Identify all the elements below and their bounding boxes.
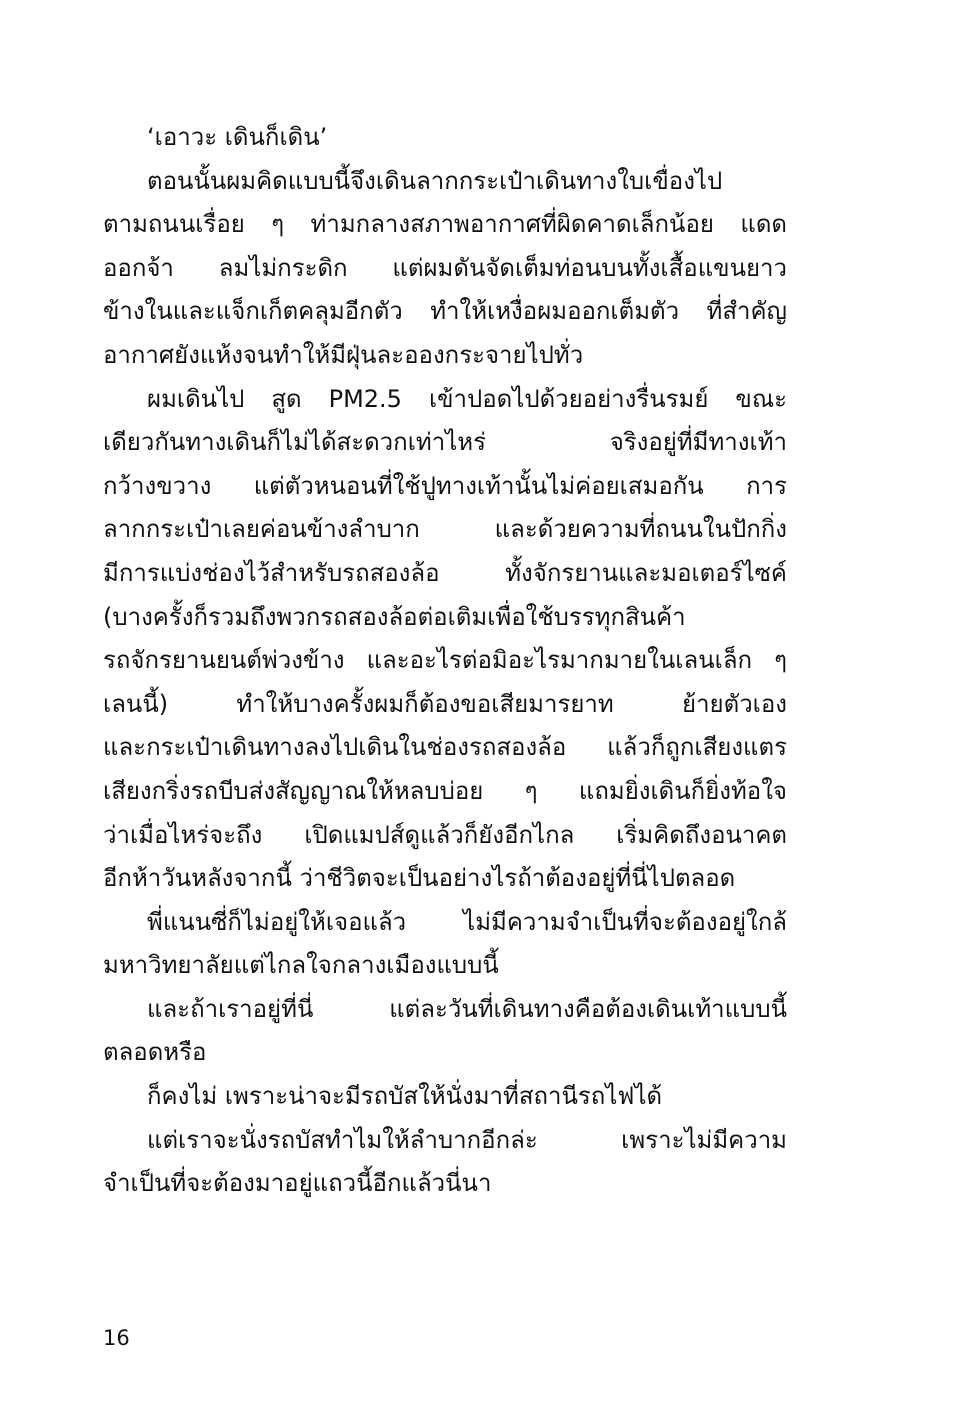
- text-line: เลนนี้) ทำให้บางครั้งผมก็ต้องขอเสียมารยาท ย้ายตัวเอง: [103, 689, 787, 718]
- text-line: อีกห้าวันหลังจากนี้ ว่าชีวิตจะเป็นอย่างไรถ้าต้องอยู่ที่นี่ไปตลอด: [103, 864, 736, 893]
- text-line: เสียงกริ่งรถบีบส่งสัญญาณให้หลบบ่อย ๆ แถมยิ่งเดินก็ยิ่งท้อใจ: [103, 776, 787, 805]
- text-line: (บางครั้งก็รวมถึงพวกรถสองล้อต่อเติมเพื่อใช้บรรทุกสินค้า: [103, 602, 686, 631]
- text-line: ผมเดินไป สูด PM2.5 เข้าปอดไปด้วยอย่างรื่นรมย์ ขณะ: [147, 384, 787, 413]
- text-line: ตามถนนเรื่อย ๆ ท่ามกลางสภาพอากาศที่ผิดคาดเล็กน้อย แดด: [103, 210, 787, 239]
- text-line: ลากกระเป๋าเลยค่อนข้างลำบาก และด้วยความที่ถนนในปักกิ่ง: [103, 515, 787, 544]
- text-line: มหาวิทยาลัยแต่ไกลใจกลางเมืองแบบนี้: [103, 951, 499, 980]
- page-number: 16: [103, 1326, 130, 1350]
- text-line: และถ้าเราอยู่ที่นี่ แต่ละวันที่เดินทางคือต้องเดินเท้าแบบนี้: [147, 994, 787, 1023]
- text-line: มีการแบ่งช่องไว้สำหรับรถสองล้อ ทั้งจักรยานและมอเตอร์ไซค์: [103, 558, 787, 587]
- text-line: ตลอดหรือ: [103, 1038, 207, 1067]
- text-line: กว้างขวาง แต่ตัวหนอนที่ใช้ปูทางเท้านั้นไม่ค่อยเสมอกัน การ: [103, 471, 787, 500]
- text-line: รถจักรยานยนต์พ่วงข้าง และอะไรต่อมิอะไรมากมายในเลนเล็ก ๆ: [103, 646, 787, 675]
- page-body-text: [103, 116, 787, 1206]
- text-line: ตอนนั้นผมคิดแบบนี้จึงเดินลากกระเป๋าเดินทางใบเขื่องไป: [147, 166, 723, 195]
- text-line: ข้างในและแจ็กเก็ตคลุมอีกตัว ทำให้เหงื่อผมออกเต็มตัว ที่สำคัญ: [103, 297, 787, 326]
- text-line: จำเป็นที่จะต้องมาอยู่แถวนี้อีกแล้วนี่นา: [103, 1169, 492, 1198]
- text-line: พี่แนนซี่ก็ไม่อยู่ให้เจอแล้ว ไม่มีความจำเป็นที่จะต้องอยู่ใกล้: [147, 907, 787, 936]
- text-line: และกระเป๋าเดินทางลงไปเดินในช่องรถสองล้อ แล้วก็ถูกเสียงแตร: [103, 733, 787, 762]
- text-line: อากาศยังแห้งจนทำให้มีฝุ่นละอองกระจายไปทั่ว: [103, 340, 584, 369]
- text-line: ว่าเมื่อไหร่จะถึง เปิดแมปส์ดูแล้วก็ยังอีกไกล เริ่มคิดถึงอนาคต: [103, 820, 787, 849]
- text-line: ก็คงไม่ เพราะน่าจะมีรถบัสให้นั่งมาที่สถานีรถไฟได้: [147, 1082, 663, 1111]
- text-line: เดียวกันทางเดินก็ไม่ได้สะดวกเท่าไหร่ จริงอยู่ที่มีทางเท้า: [103, 428, 787, 457]
- text-line: ‘เอาวะ เดินก็เดิน’: [147, 123, 328, 151]
- text-line: แต่เราจะนั่งรถบัสทำไมให้ลำบากอีกล่ะ เพราะไม่มีความ: [147, 1125, 787, 1154]
- text-line: ออกจ้า ลมไม่กระดิก แต่ผมดันจัดเต็มท่อนบนทั้งเสื้อแขนยาว: [103, 253, 787, 282]
